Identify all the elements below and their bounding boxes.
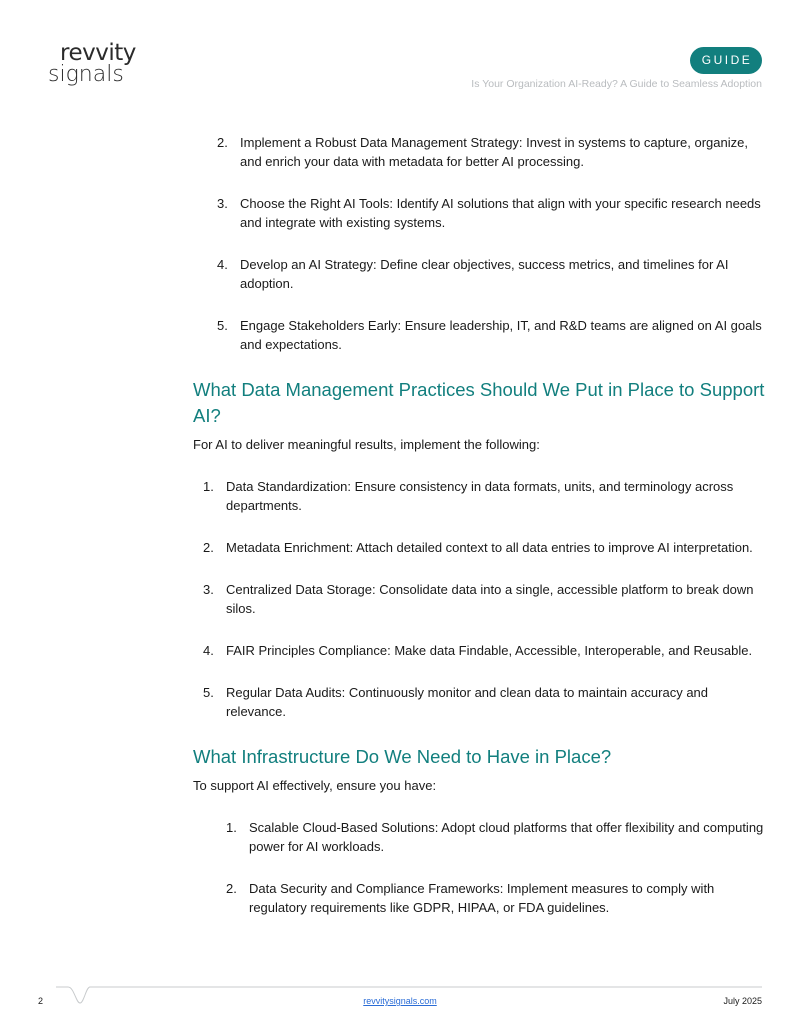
list-item (203, 477, 765, 515)
footer-date: July 2025 (723, 996, 762, 1006)
list-item (226, 879, 765, 917)
list-item (226, 818, 765, 856)
list-item-number: 1. (226, 820, 237, 835)
document-subtitle: Is Your Organization AI-Ready? A Guide to Seamless Adoption (471, 78, 762, 90)
list-item-number: 2. (217, 135, 228, 150)
list-item-text: Data Security and Compliance Frameworks: Implement measures to comply with regulatory requirements like GDPR, HIPAA, or FDA guidelines. (249, 881, 715, 915)
list-item-text: Metadata Enrichment: Attach detailed context to all data entries to improve AI interpretation. (226, 540, 753, 555)
list-item-number: 3. (203, 582, 214, 597)
list-item-number: 5. (217, 318, 228, 333)
ai-readiness-steps-list (193, 133, 765, 354)
guide-badge: GUIDE (690, 47, 762, 74)
list-item-text: Choose the Right AI Tools: Identify AI solutions that align with your specific research needs and integrate with existing systems. (240, 196, 761, 230)
list-item-number: 2. (203, 540, 214, 555)
revvity-signals-logo (48, 42, 138, 86)
list-item-number: 3. (217, 196, 228, 211)
list-item (217, 255, 765, 293)
list-item (217, 133, 765, 171)
list-item-text: Engage Stakeholders Early: Ensure leadership, IT, and R&D teams are aligned on AI goals and expectations. (240, 318, 762, 352)
list-item-text: Data Standardization: Ensure consistency in data formats, units, and terminology across departments. (226, 479, 734, 513)
list-item-text: Implement a Robust Data Management Strategy: Invest in systems to capture, organize, and enrich your data with metadata for better AI processing. (240, 135, 748, 169)
list-item-text: Centralized Data Storage: Consolidate data into a single, accessible platform to break down silos. (226, 582, 754, 616)
list-item-number: 2. (226, 881, 237, 896)
list-item-number: 4. (203, 643, 214, 658)
section-heading-data-management: What Data Management Practices Should We Put in Place to Support AI? (193, 379, 765, 426)
list-item-number: 4. (217, 257, 228, 272)
logo-bottom-text: signals (48, 62, 124, 87)
list-item-text: Regular Data Audits: Continuously monitor and clean data to maintain accuracy and relevance. (226, 685, 709, 719)
logo-top-text: revvity (60, 40, 136, 66)
data-management-practices-list (193, 477, 765, 721)
list-item (217, 316, 765, 354)
list-item (203, 683, 765, 721)
list-item-number: 5. (203, 685, 214, 700)
section-intro-infrastructure: To support AI effectively, ensure you have: (193, 778, 437, 793)
list-item-number: 1. (203, 479, 214, 494)
section-heading-infrastructure: What Infrastructure Do We Need to Have in Place? (193, 746, 612, 767)
website-link[interactable]: revvitysignals.com (363, 996, 437, 1006)
section-intro-data-management: For AI to deliver meaningful results, implement the following: (193, 437, 540, 452)
list-item (203, 538, 765, 557)
infrastructure-list (193, 818, 765, 917)
list-item-text: FAIR Principles Compliance: Make data Findable, Accessible, Interoperable, and Reusable. (226, 643, 753, 658)
list-item (203, 641, 765, 660)
list-item-text: Develop an AI Strategy: Define clear objectives, success metrics, and timelines for AI adoption. (240, 257, 729, 291)
list-item (203, 580, 765, 618)
main-content (193, 133, 765, 940)
list-item (217, 194, 765, 232)
list-item-text: Scalable Cloud-Based Solutions: Adopt cloud platforms that offer flexibility and computing power for AI workloads. (249, 820, 764, 854)
page-number: 2 (38, 996, 44, 1006)
